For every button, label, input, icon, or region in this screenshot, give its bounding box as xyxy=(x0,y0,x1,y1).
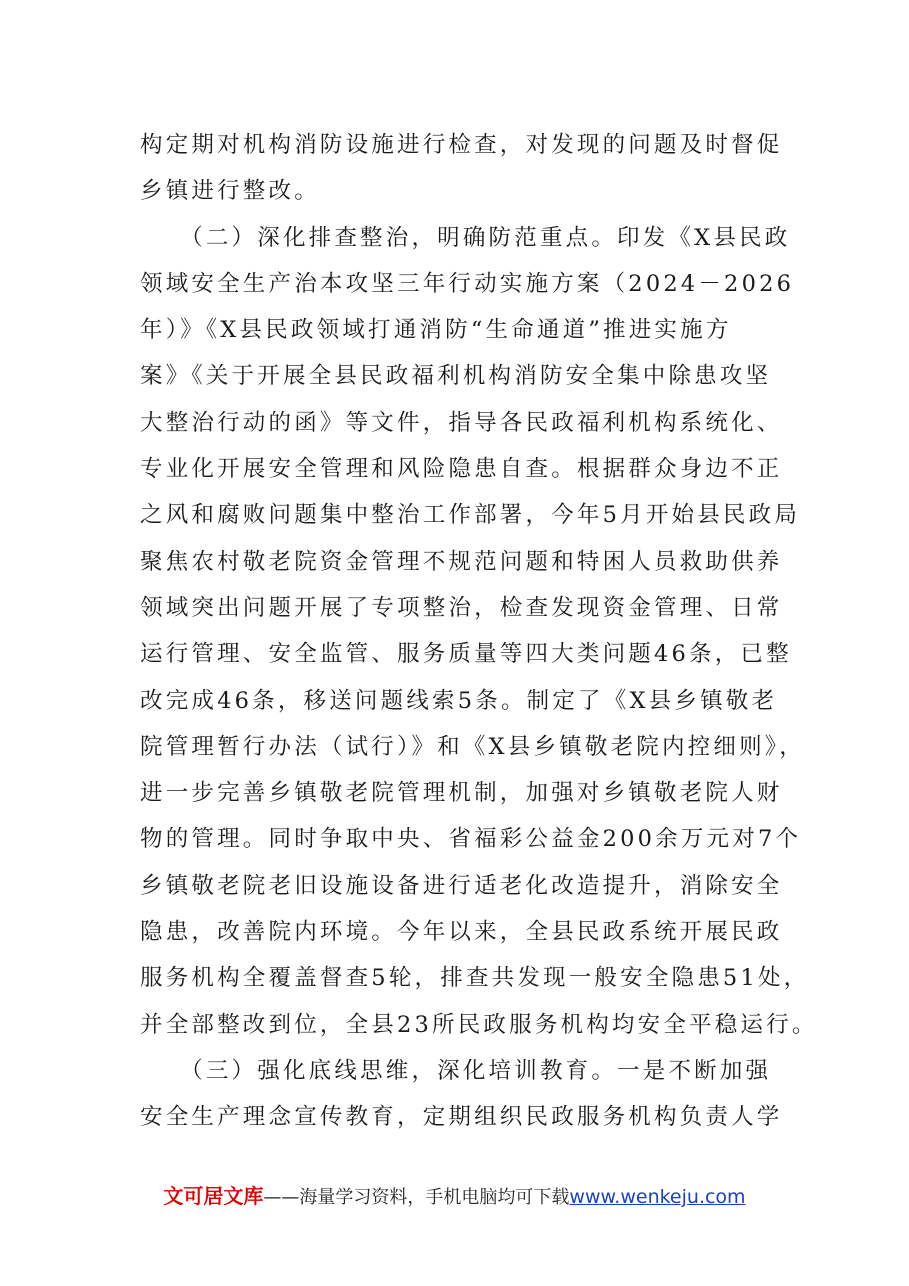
body-line: 运行管理、安全监管、服务质量等四大类问题46条，已整 xyxy=(140,641,792,668)
footer-banner xyxy=(0,1180,909,1209)
body-line: 聚焦农村敬老院资金管理不规范问题和特困人员救助供养 xyxy=(140,548,783,575)
body-line: 之风和腐败问题集中整治工作部署，今年5月开始县民政局 xyxy=(140,502,801,529)
body-line: 并全部整改到位，全县23所民政服务机构均安全平稳运行。 xyxy=(140,1011,818,1038)
body-line: 院管理暂行办法（试行）》和《X县乡镇敬老院内控细则》， xyxy=(140,733,805,760)
body-line: 案》《关于开展全县民政福利机构消防安全集中除患攻坚 xyxy=(140,363,772,390)
body-line: 安全生产理念宣传教育，定期组织民政服务机构负责人学 xyxy=(140,1104,783,1131)
body-line: 构定期对机构消防设施进行检查，对发现的问题及时督促 xyxy=(140,132,783,158)
footer-tagline: ——海量学习资料，手机电脑均可下载 xyxy=(263,1187,570,1208)
body-line: 大整治行动的函》等文件，指导各民政福利机构系统化、 xyxy=(140,409,783,436)
body-line: 服务机构全覆盖督查5轮，排查共发现一般安全隐患51处， xyxy=(140,965,810,992)
body-line: （三）强化底线思维，深化培训教育。一是不断加强 xyxy=(140,1057,772,1084)
body-line: 领域突出问题开展了专项整治，检查发现资金管理、日常 xyxy=(140,594,783,621)
body-line: 隐患，改善院内环境。今年以来，全县民政系统开展民政 xyxy=(140,919,783,946)
document-body xyxy=(140,122,818,1141)
body-line: 专业化开展安全管理和风险隐患自查。根据群众身边不正 xyxy=(140,456,783,483)
body-line: 领域安全生产治本攻坚三年行动实施方案（2024－2026 xyxy=(140,270,795,297)
body-line: （二）深化排查整治，明确防范重点。印发《X县民政 xyxy=(140,224,791,251)
footer-brand: 文可居文库 xyxy=(163,1184,264,1208)
body-line: 乡镇进行整改。 xyxy=(140,178,320,205)
body-line: 进一步完善乡镇敬老院管理机制，加强对乡镇敬老院人财 xyxy=(140,780,783,807)
body-line: 改完成46条，移送问题线索5条。制定了《X县乡镇敬老 xyxy=(140,687,778,714)
footer-link[interactable]: www.wenkeju.com xyxy=(569,1186,746,1208)
body-line: 年）》《X县民政领域打通消防“生命通道”推进实施方 xyxy=(140,317,732,344)
body-line: 乡镇敬老院老旧设施设备进行适老化改造提升，消除安全 xyxy=(140,872,783,899)
body-line: 物的管理。同时争取中央、省福彩公益金200余万元对7个 xyxy=(140,826,802,853)
